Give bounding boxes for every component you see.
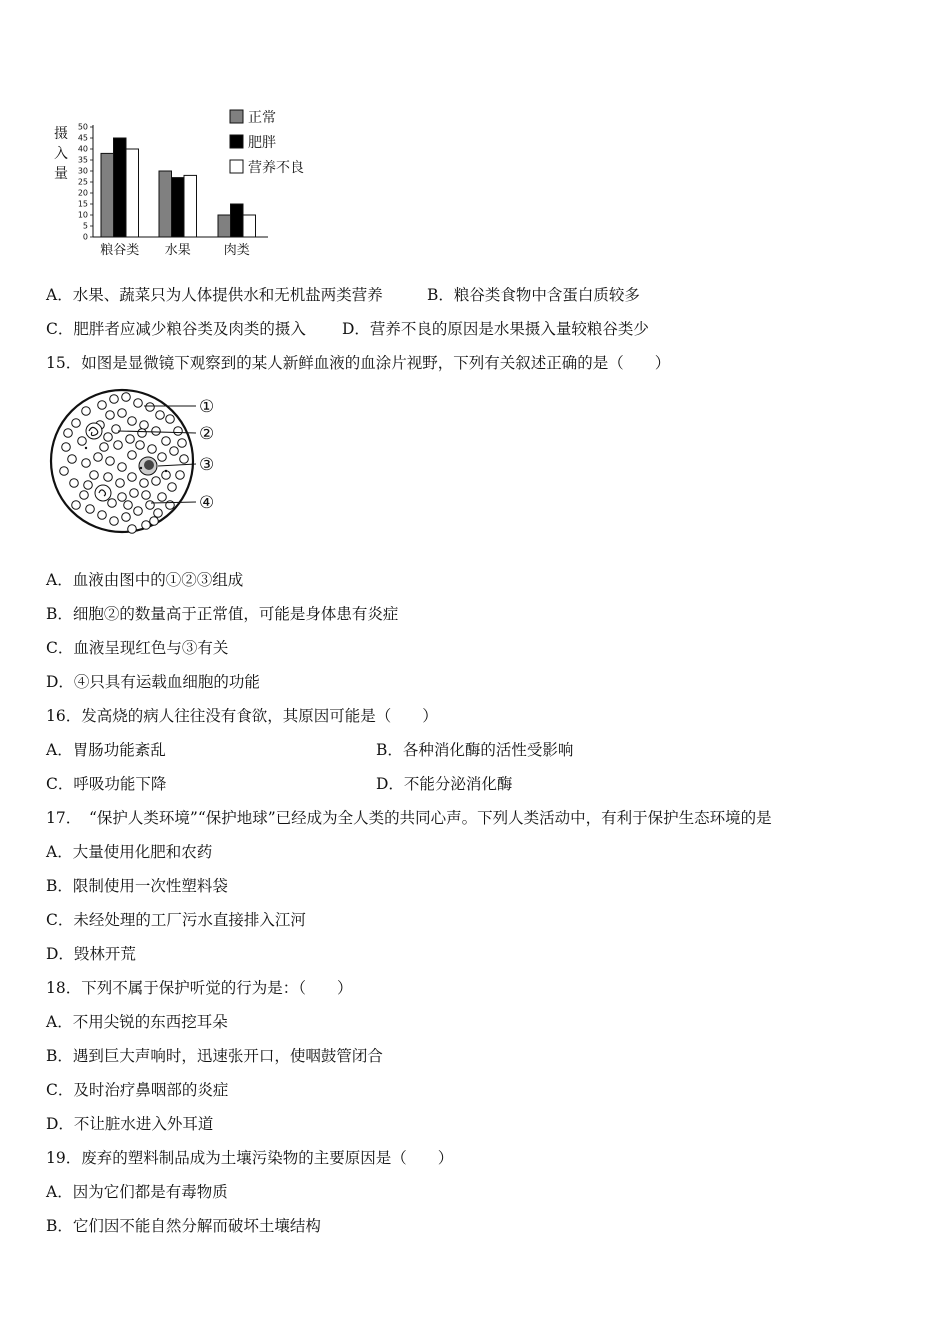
red-blood-cell [134, 399, 143, 408]
q15-option-a[interactable]: A．血液由图中的①②③组成 [46, 571, 244, 589]
red-blood-cell [138, 429, 147, 438]
red-blood-cell [68, 455, 77, 464]
red-blood-cell [104, 473, 113, 482]
q14-option-a[interactable]: A．水果、蔬菜只为人体提供水和无机盐两类营养 [46, 286, 383, 304]
x-tick-label: 水果 [164, 243, 191, 258]
q16-option-b[interactable]: B．各种消化酶的活性受影响 [376, 741, 574, 759]
red-blood-cell [70, 479, 79, 488]
red-blood-cell [100, 443, 109, 452]
red-blood-cell [118, 463, 127, 472]
bar-营养不良-水果 [184, 175, 197, 237]
q17-option-b[interactable]: B．限制使用一次性塑料袋 [46, 877, 228, 895]
q14-option-b[interactable]: B．粮谷类食物中含蛋白质较多 [427, 286, 640, 304]
bar-营养不良-肉类 [243, 215, 256, 237]
red-blood-cell [170, 447, 179, 456]
red-blood-cell [72, 419, 81, 428]
legend-label: 正常 [248, 110, 276, 126]
q17-option-d[interactable]: D．毁林开荒 [46, 945, 136, 963]
label-3: ③ [199, 455, 215, 475]
q17-stem: 17． “保护人类环境”“保护地球”已经成为全人类的共同心声。下列人类活动中，有利于保护生态环境的是 [46, 809, 772, 827]
q18-option-d[interactable]: D．不让脏水进入外耳道 [46, 1115, 214, 1133]
red-blood-cell [80, 491, 89, 500]
red-blood-cell [90, 471, 99, 480]
q18-option-c[interactable]: C．及时治疗鼻咽部的炎症 [46, 1081, 229, 1099]
blood-smear-figure [46, 385, 226, 540]
red-blood-cell [146, 501, 155, 510]
red-blood-cell [178, 439, 187, 448]
y-tick-label: 35 [77, 155, 88, 165]
red-blood-cell [158, 493, 167, 502]
q15-option-d[interactable]: D．④只具有运载血细胞的功能 [46, 673, 260, 691]
q19-option-b[interactable]: B．它们因不能自然分解而破坏土壤结构 [46, 1217, 321, 1235]
red-blood-cell [168, 483, 177, 492]
figure-labels [199, 397, 214, 513]
bar-营养不良-粮谷类 [126, 149, 139, 237]
red-blood-cell [116, 479, 125, 488]
red-blood-cell [150, 517, 159, 526]
legend-swatch [230, 135, 243, 148]
red-blood-cell [128, 525, 137, 534]
q17-option-a[interactable]: A．大量使用化肥和农药 [46, 843, 213, 861]
red-blood-cell [162, 437, 171, 446]
q14-option-c[interactable]: C．肥胖者应减少粮谷类及肉类的摄入 [46, 320, 306, 338]
legend-label: 营养不良 [248, 160, 304, 176]
label-2: ② [199, 424, 215, 444]
y-axis-label-char: 量 [54, 166, 68, 182]
y-tick-label: 20 [77, 188, 88, 198]
red-blood-cell [140, 421, 149, 430]
q16-option-d[interactable]: D．不能分泌消化酶 [376, 775, 513, 793]
red-blood-cell [128, 451, 137, 460]
red-blood-cell [146, 403, 155, 412]
red-blood-cell [122, 513, 131, 522]
red-blood-cell [98, 401, 107, 410]
red-blood-cell [78, 437, 87, 446]
red-blood-cell [106, 457, 115, 466]
q15-stem: 15．如图是显微镜下观察到的某人新鲜血液的血涂片视野，下列有关叙述正确的是（ ） [46, 354, 671, 372]
red-blood-cell [158, 453, 167, 462]
red-blood-cell [156, 411, 165, 420]
red-blood-cell [128, 473, 137, 482]
red-blood-cell [114, 441, 123, 450]
red-blood-cell [118, 493, 127, 502]
red-blood-cell [126, 435, 135, 444]
x-tick-label: 肉类 [223, 243, 250, 258]
q18-option-b[interactable]: B．遇到巨大声响时，迅速张开口，使咽鼓管闭合 [46, 1047, 383, 1065]
white-blood-cell [86, 423, 102, 439]
red-blood-cell [62, 443, 71, 452]
q16-option-a[interactable]: A．胃肠功能紊乱 [46, 741, 166, 759]
white-blood-cell [95, 485, 111, 501]
y-tick-label: 15 [77, 199, 88, 209]
q15-option-b[interactable]: B．细胞②的数量高于正常值，可能是身体患有炎症 [46, 605, 399, 623]
red-blood-cell [104, 433, 113, 442]
red-blood-cell [108, 499, 117, 508]
intake-bar-chart [46, 100, 346, 265]
red-blood-cell [152, 477, 161, 486]
label-4: ④ [199, 493, 215, 513]
q14-option-d[interactable]: D．营养不良的原因是水果摄入量较粮谷类少 [342, 320, 649, 338]
red-blood-cell [130, 489, 139, 498]
red-blood-cell [110, 517, 119, 526]
y-tick-label: 10 [77, 210, 88, 220]
y-tick-label: 25 [77, 177, 88, 187]
legend-swatch [230, 110, 243, 123]
bar-正常-肉类 [218, 215, 231, 237]
bar-正常-粮谷类 [101, 153, 114, 237]
y-tick-label: 5 [82, 221, 88, 231]
red-blood-cell [152, 427, 161, 436]
y-axis-label-char: 入 [54, 146, 68, 162]
red-blood-cell [84, 481, 93, 490]
red-blood-cell [180, 455, 189, 464]
bar-肥胖-粮谷类 [114, 138, 127, 237]
bar-肥胖-肉类 [231, 204, 244, 237]
red-blood-cell [118, 409, 127, 418]
y-tick-label: 0 [82, 232, 88, 242]
white-blood-cell [139, 457, 157, 475]
red-blood-cell [134, 507, 143, 516]
red-blood-cell [128, 417, 137, 426]
red-blood-cell [110, 395, 119, 404]
label-1: ① [199, 397, 215, 417]
red-blood-cell [112, 425, 121, 434]
q17-option-c[interactable]: C．未经处理的工厂污水直接排入江河 [46, 911, 306, 929]
red-blood-cell [166, 415, 175, 424]
red-blood-cell [124, 501, 133, 510]
chart-bars [101, 138, 256, 237]
chart-legend [230, 109, 304, 176]
red-blood-cell [142, 491, 151, 500]
x-tick-label: 粮谷类 [100, 243, 140, 258]
q16-stem: 16．发高烧的病人往往没有食欲，其原因可能是（ ） [46, 707, 438, 725]
red-blood-cell [60, 467, 69, 476]
red-blood-cell [82, 459, 91, 468]
q15-option-c[interactable]: C．血液呈现红色与③有关 [46, 639, 229, 657]
y-axis-label-char: 摄 [54, 126, 68, 142]
legend-swatch [230, 160, 243, 173]
y-tick-label: 30 [77, 166, 88, 176]
q19-stem: 19．废弃的塑料制品成为土壤污染物的主要原因是（ ） [46, 1149, 454, 1167]
red-blood-cell [176, 471, 185, 480]
q18-option-a[interactable]: A．不用尖锐的东西挖耳朵 [46, 1013, 228, 1031]
red-blood-cell [82, 407, 91, 416]
red-blood-cell [140, 479, 149, 488]
red-blood-cell [136, 441, 145, 450]
bar-正常-水果 [159, 171, 172, 237]
y-tick-label: 45 [77, 133, 88, 143]
y-tick-label: 50 [77, 122, 88, 132]
red-blood-cell [94, 453, 103, 462]
red-blood-cell [64, 429, 73, 438]
red-blood-cell [98, 511, 107, 520]
red-blood-cell [72, 501, 81, 510]
q18-stem: 18．下列不属于保护听觉的行为是：（ ） [46, 979, 353, 997]
y-tick-label: 40 [77, 144, 88, 154]
red-blood-cell [106, 411, 115, 420]
red-blood-cell [122, 393, 131, 402]
red-blood-cell [148, 445, 157, 454]
red-blood-cell [154, 509, 163, 518]
legend-label: 肥胖 [248, 135, 276, 151]
red-blood-cell [142, 521, 151, 530]
red-blood-cell [86, 505, 95, 514]
q19-option-a[interactable]: A．因为它们都是有毒物质 [46, 1183, 228, 1201]
q16-option-c[interactable]: C．呼吸功能下降 [46, 775, 167, 793]
bar-肥胖-水果 [172, 178, 185, 237]
red-blood-cell [174, 427, 183, 436]
